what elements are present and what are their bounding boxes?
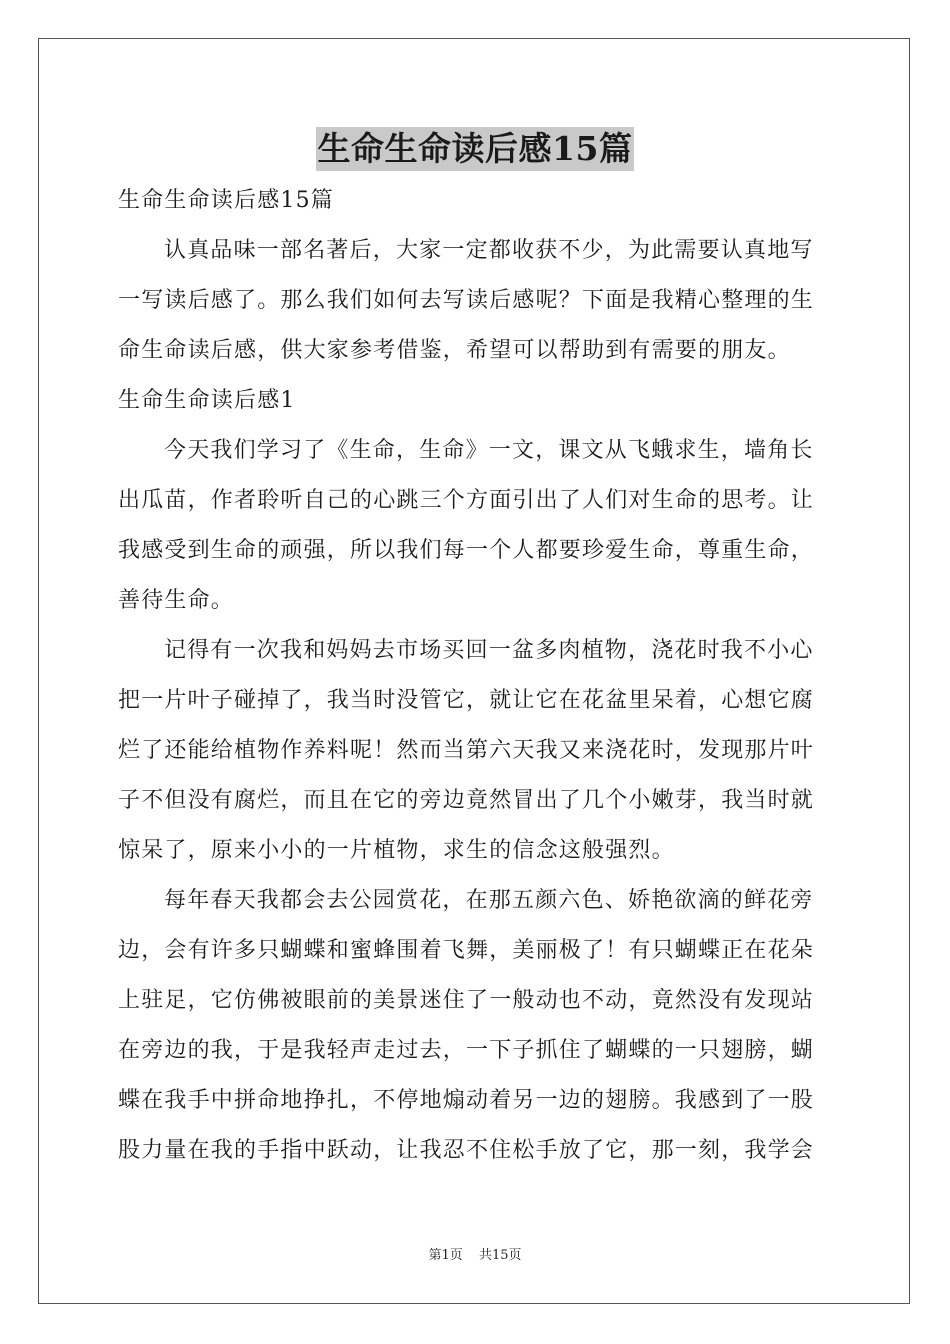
text-line: 蝶在我手中拼命地挣扎，不停地煽动着另一边的翅膀。我感到了一股 (118, 1088, 815, 1113)
text-line: 生命生命读后感15篇 (118, 188, 334, 213)
text-line: 今天我们学习了《生命，生命》一文，课文从飞蛾求生，墙角长 (164, 438, 814, 463)
text-line: 命生命读后感，供大家参考借鉴，希望可以帮助到有需要的朋友。 (118, 338, 791, 363)
text-line: 生命生命读后感1 (118, 388, 296, 413)
title-container (0, 127, 950, 171)
page-footer (0, 1246, 950, 1266)
text-line: 把一片叶子碰掉了，我当时没管它，就让它在花盆里呆着，心想它腐 (118, 688, 815, 713)
text-line: 子不但没有腐烂，而且在它的旁边竟然冒出了几个小嫩芽，我当时就 (118, 788, 815, 813)
text-line: 认真品味一部名著后，大家一定都收获不少，为此需要认真地写 (164, 238, 814, 263)
page-number: 第1页 (428, 1248, 463, 1263)
text-line: 每年春天我都会去公园赏花，在那五颜六色、娇艳欲滴的鲜花旁 (164, 888, 814, 913)
page-total: 共15页 (478, 1248, 522, 1263)
document-title: 生命生命读后感15篇 (316, 127, 635, 171)
text-line: 记得有一次我和妈妈去市场买回一盆多肉植物，浇花时我不小心 (164, 638, 814, 663)
text-line: 我感受到生命的顽强，所以我们每一个人都要珍爱生命，尊重生命， (118, 538, 815, 563)
text-line: 在旁边的我，于是我轻声走过去，一下子抓住了蝴蝶的一只翅膀，蝴 (118, 1038, 815, 1063)
text-line: 边，会有许多只蝴蝶和蜜蜂围着飞舞，美丽极了！有只蝴蝶正在花朵 (118, 938, 815, 963)
text-line: 烂了还能给植物作养料呢！然而当第六天我又来浇花时，发现那片叶 (118, 738, 815, 763)
text-line: 惊呆了，原来小小的一片植物，求生的信念这般强烈。 (118, 838, 675, 863)
text-line: 上驻足，它仿佛被眼前的美景迷住了一般动也不动，竟然没有发现站 (118, 988, 815, 1013)
text-line: 出瓜苗，作者聆听自己的心跳三个方面引出了人们对生命的思考。让 (118, 488, 815, 513)
text-line: 股力量在我的手指中跃动，让我忍不住松手放了它，那一刻，我学会 (118, 1138, 815, 1163)
document-body (118, 176, 834, 1176)
text-line: 一写读后感了。那么我们如何去写读后感呢？下面是我精心整理的生 (118, 288, 815, 313)
text-line: 善待生命。 (118, 588, 235, 613)
